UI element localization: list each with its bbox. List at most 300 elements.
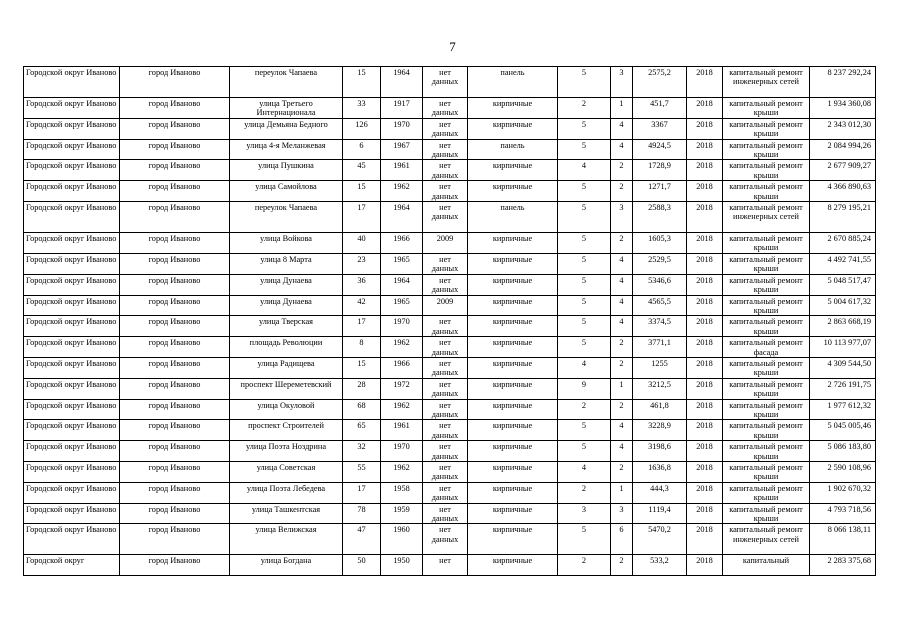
cell-district: Городской округ Иваново xyxy=(24,378,120,399)
cell-area: 3374,5 xyxy=(633,316,687,337)
cell-floors: 4 xyxy=(558,160,611,181)
cell-plan-year: 2018 xyxy=(687,378,723,399)
cell-settlement: город Иваново xyxy=(120,295,230,316)
cell-street: улица Ташкентская xyxy=(230,503,343,524)
cell-floors: 5 xyxy=(558,295,611,316)
cell-floors: 5 xyxy=(558,316,611,337)
table-row xyxy=(24,378,876,399)
cell-area: 3228,9 xyxy=(633,420,687,441)
cell-district: Городской округ Иваново xyxy=(24,503,120,524)
cell-plan-year: 2018 xyxy=(687,295,723,316)
cell-street: улица Дунаева xyxy=(230,295,343,316)
cell-house-number: 65 xyxy=(343,420,381,441)
cell-area: 1605,3 xyxy=(633,233,687,254)
table-row xyxy=(24,295,876,316)
cell-settlement: город Иваново xyxy=(120,67,230,98)
cell-build-year: 1964 xyxy=(381,274,423,295)
cell-plan-year: 2018 xyxy=(687,202,723,233)
cell-plan-year: 2018 xyxy=(687,420,723,441)
cell-district: Городской округ Иваново xyxy=(24,441,120,462)
table-row xyxy=(24,555,876,576)
cell-street: улица Поэта Лебедева xyxy=(230,482,343,503)
cell-floors: 5 xyxy=(558,441,611,462)
cell-entrances: 1 xyxy=(611,98,633,119)
cell-renovation-year: нет xyxy=(423,555,468,576)
cell-floors: 2 xyxy=(558,482,611,503)
cell-settlement: город Иваново xyxy=(120,420,230,441)
cell-renovation-year: нет данных xyxy=(423,503,468,524)
cell-repair-type: капитальный ремонт крыши xyxy=(723,357,810,378)
cell-plan-year: 2018 xyxy=(687,399,723,420)
cell-wall-material: панель xyxy=(468,139,558,160)
cell-repair-type: капитальный ремонт крыши xyxy=(723,316,810,337)
cell-cost: 8 279 195,21 xyxy=(810,202,876,233)
cell-floors: 5 xyxy=(558,524,611,555)
cell-house-number: 50 xyxy=(343,555,381,576)
cell-cost: 1 902 670,32 xyxy=(810,482,876,503)
cell-district: Городской округ Иваново xyxy=(24,337,120,358)
cell-floors: 5 xyxy=(558,118,611,139)
cell-district: Городской округ Иваново xyxy=(24,357,120,378)
cell-plan-year: 2018 xyxy=(687,482,723,503)
cell-repair-type: капитальный ремонт крыши xyxy=(723,399,810,420)
cell-plan-year: 2018 xyxy=(687,274,723,295)
cell-house-number: 17 xyxy=(343,482,381,503)
cell-repair-type: капитальный ремонт инженерных сетей xyxy=(723,524,810,555)
cell-house-number: 55 xyxy=(343,462,381,483)
cell-settlement: город Иваново xyxy=(120,337,230,358)
cell-area: 3198,6 xyxy=(633,441,687,462)
cell-wall-material: кирпичные xyxy=(468,399,558,420)
cell-renovation-year: нет данных xyxy=(423,337,468,358)
cell-entrances: 4 xyxy=(611,420,633,441)
cell-build-year: 1972 xyxy=(381,378,423,399)
cell-street: улица Войкова xyxy=(230,233,343,254)
cell-build-year: 1970 xyxy=(381,441,423,462)
cell-street: проспект Строителей xyxy=(230,420,343,441)
cell-district: Городской округ Иваново xyxy=(24,399,120,420)
cell-district: Городской округ Иваново xyxy=(24,420,120,441)
cell-area: 4924,5 xyxy=(633,139,687,160)
cell-plan-year: 2018 xyxy=(687,503,723,524)
cell-district: Городской округ Иваново xyxy=(24,295,120,316)
cell-build-year: 1965 xyxy=(381,295,423,316)
cell-street: улица Тверская xyxy=(230,316,343,337)
cell-house-number: 78 xyxy=(343,503,381,524)
cell-district: Городской округ Иваново xyxy=(24,67,120,98)
cell-repair-type: капитальный ремонт крыши xyxy=(723,98,810,119)
cell-street: улица Пушкина xyxy=(230,160,343,181)
table-row xyxy=(24,118,876,139)
cell-wall-material: кирпичные xyxy=(468,316,558,337)
cell-plan-year: 2018 xyxy=(687,337,723,358)
table-row xyxy=(24,253,876,274)
cell-build-year: 1967 xyxy=(381,139,423,160)
cell-entrances: 2 xyxy=(611,181,633,202)
cell-wall-material: кирпичные xyxy=(468,98,558,119)
cell-street: проспект Шереметевский xyxy=(230,378,343,399)
cell-floors: 5 xyxy=(558,420,611,441)
cell-plan-year: 2018 xyxy=(687,98,723,119)
cell-wall-material: кирпичные xyxy=(468,118,558,139)
cell-wall-material: кирпичные xyxy=(468,503,558,524)
cell-wall-material: кирпичные xyxy=(468,274,558,295)
cell-floors: 4 xyxy=(558,462,611,483)
cell-settlement: город Иваново xyxy=(120,555,230,576)
cell-build-year: 1964 xyxy=(381,202,423,233)
cell-floors: 4 xyxy=(558,357,611,378)
cell-district: Городской округ Иваново xyxy=(24,118,120,139)
cell-renovation-year: нет данных xyxy=(423,462,468,483)
cell-district: Городской округ xyxy=(24,555,120,576)
cell-build-year: 1960 xyxy=(381,524,423,555)
cell-build-year: 1965 xyxy=(381,253,423,274)
cell-cost: 8 066 138,11 xyxy=(810,524,876,555)
cell-settlement: город Иваново xyxy=(120,462,230,483)
cell-district: Городской округ Иваново xyxy=(24,98,120,119)
cell-build-year: 1961 xyxy=(381,420,423,441)
cell-entrances: 3 xyxy=(611,503,633,524)
cell-build-year: 1966 xyxy=(381,357,423,378)
cell-street: улица Демьяна Бедного xyxy=(230,118,343,139)
cell-house-number: 6 xyxy=(343,139,381,160)
cell-entrances: 1 xyxy=(611,482,633,503)
cell-entrances: 4 xyxy=(611,139,633,160)
cell-floors: 3 xyxy=(558,503,611,524)
cell-plan-year: 2018 xyxy=(687,441,723,462)
cell-settlement: город Иваново xyxy=(120,233,230,254)
cell-settlement: город Иваново xyxy=(120,378,230,399)
cell-plan-year: 2018 xyxy=(687,316,723,337)
cell-repair-type: капитальный xyxy=(723,555,810,576)
cell-floors: 5 xyxy=(558,67,611,98)
table-row xyxy=(24,337,876,358)
cell-repair-type: капитальный ремонт крыши xyxy=(723,378,810,399)
cell-renovation-year: нет данных xyxy=(423,181,468,202)
cell-floors: 5 xyxy=(558,253,611,274)
cell-street: улица 4-я Меланжевая xyxy=(230,139,343,160)
cell-settlement: город Иваново xyxy=(120,98,230,119)
cell-cost: 1 977 612,32 xyxy=(810,399,876,420)
table-row xyxy=(24,524,876,555)
cell-repair-type: капитальный ремонт крыши xyxy=(723,503,810,524)
cell-repair-type: капитальный ремонт крыши xyxy=(723,233,810,254)
cell-floors: 5 xyxy=(558,337,611,358)
cell-plan-year: 2018 xyxy=(687,524,723,555)
cell-build-year: 1962 xyxy=(381,337,423,358)
cell-cost: 10 113 977,07 xyxy=(810,337,876,358)
cell-house-number: 32 xyxy=(343,441,381,462)
cell-cost: 1 934 360,08 xyxy=(810,98,876,119)
cell-district: Городской округ Иваново xyxy=(24,202,120,233)
cell-renovation-year: нет данных xyxy=(423,316,468,337)
cell-wall-material: панель xyxy=(468,67,558,98)
cell-settlement: город Иваново xyxy=(120,118,230,139)
table-row xyxy=(24,503,876,524)
cell-district: Городской округ Иваново xyxy=(24,160,120,181)
table-row xyxy=(24,316,876,337)
cell-settlement: город Иваново xyxy=(120,202,230,233)
cell-area: 461,8 xyxy=(633,399,687,420)
cell-wall-material: кирпичные xyxy=(468,253,558,274)
cell-wall-material: кирпичные xyxy=(468,295,558,316)
cell-floors: 5 xyxy=(558,139,611,160)
cell-build-year: 1966 xyxy=(381,233,423,254)
cell-cost: 4 793 718,56 xyxy=(810,503,876,524)
cell-house-number: 23 xyxy=(343,253,381,274)
cell-street: улица Самойлова xyxy=(230,181,343,202)
cell-renovation-year: нет данных xyxy=(423,441,468,462)
cell-cost: 2 726 191,75 xyxy=(810,378,876,399)
cell-build-year: 1950 xyxy=(381,555,423,576)
cell-build-year: 1962 xyxy=(381,462,423,483)
cell-house-number: 45 xyxy=(343,160,381,181)
cell-plan-year: 2018 xyxy=(687,118,723,139)
cell-settlement: город Иваново xyxy=(120,139,230,160)
cell-house-number: 17 xyxy=(343,316,381,337)
cell-cost: 5 086 183,80 xyxy=(810,441,876,462)
cell-area: 3771,1 xyxy=(633,337,687,358)
cell-area: 5470,2 xyxy=(633,524,687,555)
table-row xyxy=(24,233,876,254)
cell-plan-year: 2018 xyxy=(687,253,723,274)
cell-wall-material: кирпичные xyxy=(468,160,558,181)
cell-house-number: 68 xyxy=(343,399,381,420)
cell-district: Городской округ Иваново xyxy=(24,524,120,555)
cell-entrances: 2 xyxy=(611,337,633,358)
cell-plan-year: 2018 xyxy=(687,139,723,160)
cell-cost: 4 492 741,55 xyxy=(810,253,876,274)
cell-entrances: 2 xyxy=(611,160,633,181)
cell-cost: 2 343 012,30 xyxy=(810,118,876,139)
table-body xyxy=(24,67,876,576)
cell-renovation-year: нет данных xyxy=(423,118,468,139)
table-row xyxy=(24,98,876,119)
cell-plan-year: 2018 xyxy=(687,555,723,576)
cell-repair-type: капитальный ремонт крыши xyxy=(723,295,810,316)
cell-settlement: город Иваново xyxy=(120,524,230,555)
cell-cost: 4 366 890,63 xyxy=(810,181,876,202)
table-row xyxy=(24,160,876,181)
cell-street: переулок Чапаева xyxy=(230,67,343,98)
cell-build-year: 1970 xyxy=(381,316,423,337)
cell-renovation-year: нет данных xyxy=(423,274,468,295)
cell-cost: 5 045 005,46 xyxy=(810,420,876,441)
cell-cost: 2 863 668,19 xyxy=(810,316,876,337)
cell-settlement: город Иваново xyxy=(120,399,230,420)
cell-plan-year: 2018 xyxy=(687,181,723,202)
cell-area: 1271,7 xyxy=(633,181,687,202)
cell-area: 533,2 xyxy=(633,555,687,576)
cell-house-number: 47 xyxy=(343,524,381,555)
cell-settlement: город Иваново xyxy=(120,316,230,337)
cell-street: улица Советская xyxy=(230,462,343,483)
cell-house-number: 17 xyxy=(343,202,381,233)
table-row xyxy=(24,441,876,462)
cell-repair-type: капитальный ремонт крыши xyxy=(723,482,810,503)
cell-area: 4565,5 xyxy=(633,295,687,316)
cell-street: улица Радищева xyxy=(230,357,343,378)
cell-repair-type: капитальный ремонт крыши xyxy=(723,420,810,441)
cell-street: улица Третьего Интернационала xyxy=(230,98,343,119)
cell-area: 451,7 xyxy=(633,98,687,119)
cell-district: Городской округ Иваново xyxy=(24,316,120,337)
cell-entrances: 4 xyxy=(611,441,633,462)
cell-house-number: 15 xyxy=(343,181,381,202)
cell-wall-material: кирпичные xyxy=(468,181,558,202)
cell-floors: 2 xyxy=(558,98,611,119)
cell-repair-type: капитальный ремонт инженерных сетей xyxy=(723,202,810,233)
cell-house-number: 15 xyxy=(343,357,381,378)
cell-house-number: 42 xyxy=(343,295,381,316)
cell-build-year: 1962 xyxy=(381,399,423,420)
cell-area: 1119,4 xyxy=(633,503,687,524)
cell-build-year: 1970 xyxy=(381,118,423,139)
cell-floors: 5 xyxy=(558,202,611,233)
cell-plan-year: 2018 xyxy=(687,160,723,181)
cell-plan-year: 2018 xyxy=(687,462,723,483)
cell-plan-year: 2018 xyxy=(687,67,723,98)
cell-entrances: 2 xyxy=(611,233,633,254)
cell-entrances: 4 xyxy=(611,253,633,274)
cell-entrances: 3 xyxy=(611,202,633,233)
cell-area: 1636,8 xyxy=(633,462,687,483)
cell-renovation-year: нет данных xyxy=(423,524,468,555)
table-row xyxy=(24,202,876,233)
cell-cost: 5 004 617,32 xyxy=(810,295,876,316)
cell-entrances: 6 xyxy=(611,524,633,555)
cell-street: улица Поэта Ноздрина xyxy=(230,441,343,462)
cell-entrances: 4 xyxy=(611,316,633,337)
cell-district: Городской округ Иваново xyxy=(24,482,120,503)
cell-entrances: 4 xyxy=(611,274,633,295)
cell-street: улица Велижская xyxy=(230,524,343,555)
cell-area: 2529,5 xyxy=(633,253,687,274)
cell-wall-material: кирпичные xyxy=(468,337,558,358)
cell-area: 444,3 xyxy=(633,482,687,503)
cell-renovation-year: нет данных xyxy=(423,399,468,420)
cell-street: улица Дунаева xyxy=(230,274,343,295)
cell-area: 2588,3 xyxy=(633,202,687,233)
cell-repair-type: капитальный ремонт крыши xyxy=(723,181,810,202)
table-row xyxy=(24,420,876,441)
cell-repair-type: капитальный ремонт инженерных сетей xyxy=(723,67,810,98)
cell-entrances: 2 xyxy=(611,462,633,483)
cell-district: Городской округ Иваново xyxy=(24,274,120,295)
cell-build-year: 1964 xyxy=(381,67,423,98)
cell-cost: 2 283 375,68 xyxy=(810,555,876,576)
cell-wall-material: кирпичные xyxy=(468,357,558,378)
cell-build-year: 1959 xyxy=(381,503,423,524)
cell-floors: 2 xyxy=(558,555,611,576)
cell-house-number: 15 xyxy=(343,67,381,98)
cell-floors: 5 xyxy=(558,233,611,254)
table-row xyxy=(24,181,876,202)
cell-wall-material: панель xyxy=(468,202,558,233)
cell-floors: 5 xyxy=(558,274,611,295)
cell-build-year: 1917 xyxy=(381,98,423,119)
housing-repair-table xyxy=(23,66,876,576)
cell-wall-material: кирпичные xyxy=(468,233,558,254)
cell-street: улица Богдана xyxy=(230,555,343,576)
cell-house-number: 36 xyxy=(343,274,381,295)
cell-district: Городской округ Иваново xyxy=(24,253,120,274)
table-row xyxy=(24,139,876,160)
cell-house-number: 28 xyxy=(343,378,381,399)
cell-renovation-year: нет данных xyxy=(423,98,468,119)
cell-house-number: 33 xyxy=(343,98,381,119)
cell-renovation-year: нет данных xyxy=(423,67,468,98)
cell-street: площадь Революции xyxy=(230,337,343,358)
cell-repair-type: капитальный ремонт крыши xyxy=(723,253,810,274)
cell-settlement: город Иваново xyxy=(120,253,230,274)
cell-area: 5346,6 xyxy=(633,274,687,295)
cell-district: Городской округ Иваново xyxy=(24,181,120,202)
table-row xyxy=(24,482,876,503)
cell-renovation-year: нет данных xyxy=(423,202,468,233)
cell-renovation-year: нет данных xyxy=(423,160,468,181)
page-number: 7 xyxy=(449,39,456,54)
cell-renovation-year: нет данных xyxy=(423,378,468,399)
cell-renovation-year: нет данных xyxy=(423,420,468,441)
table-row xyxy=(24,399,876,420)
cell-floors: 5 xyxy=(558,181,611,202)
cell-wall-material: кирпичные xyxy=(468,378,558,399)
cell-entrances: 1 xyxy=(611,378,633,399)
cell-area: 3212,5 xyxy=(633,378,687,399)
cell-settlement: город Иваново xyxy=(120,357,230,378)
cell-entrances: 2 xyxy=(611,399,633,420)
cell-cost: 8 237 292,24 xyxy=(810,67,876,98)
cell-street: улица Окуловой xyxy=(230,399,343,420)
cell-settlement: город Иваново xyxy=(120,441,230,462)
cell-renovation-year: 2009 xyxy=(423,295,468,316)
cell-build-year: 1958 xyxy=(381,482,423,503)
cell-wall-material: кирпичные xyxy=(468,462,558,483)
cell-repair-type: капитальный ремонт крыши xyxy=(723,160,810,181)
cell-entrances: 4 xyxy=(611,118,633,139)
cell-settlement: город Иваново xyxy=(120,274,230,295)
cell-plan-year: 2018 xyxy=(687,357,723,378)
cell-entrances: 2 xyxy=(611,357,633,378)
cell-repair-type: капитальный ремонт крыши xyxy=(723,118,810,139)
cell-cost: 2 084 994,26 xyxy=(810,139,876,160)
cell-street: улица 8 Марта xyxy=(230,253,343,274)
cell-floors: 9 xyxy=(558,378,611,399)
cell-district: Городской округ Иваново xyxy=(24,139,120,160)
cell-renovation-year: нет данных xyxy=(423,253,468,274)
cell-wall-material: кирпичные xyxy=(468,441,558,462)
cell-settlement: город Иваново xyxy=(120,160,230,181)
cell-renovation-year: нет данных xyxy=(423,482,468,503)
cell-cost: 2 590 108,96 xyxy=(810,462,876,483)
cell-renovation-year: нет данных xyxy=(423,139,468,160)
cell-wall-material: кирпичные xyxy=(468,420,558,441)
cell-area: 1728,9 xyxy=(633,160,687,181)
cell-district: Городской округ Иваново xyxy=(24,233,120,254)
cell-area: 3367 xyxy=(633,118,687,139)
cell-house-number: 8 xyxy=(343,337,381,358)
cell-wall-material: кирпичные xyxy=(468,524,558,555)
cell-renovation-year: 2009 xyxy=(423,233,468,254)
cell-cost: 5 048 517,47 xyxy=(810,274,876,295)
cell-plan-year: 2018 xyxy=(687,233,723,254)
cell-cost: 2 677 909,27 xyxy=(810,160,876,181)
cell-repair-type: капитальный ремонт крыши xyxy=(723,441,810,462)
table-row xyxy=(24,357,876,378)
cell-area: 1255 xyxy=(633,357,687,378)
cell-repair-type: капитальный ремонт крыши xyxy=(723,274,810,295)
